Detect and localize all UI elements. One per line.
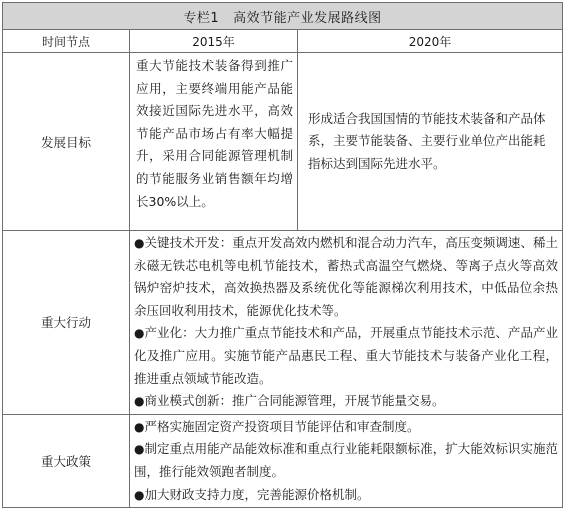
header-2015: 2015年 <box>130 30 298 53</box>
list-item <box>134 322 558 390</box>
row-label-policy: 重大政策 <box>3 414 130 507</box>
row-label-goal: 发展目标 <box>3 53 130 231</box>
row-label-action: 重大行动 <box>3 231 130 415</box>
policy-list <box>130 414 563 507</box>
bullet-icon: ● <box>134 326 145 341</box>
goal-2015-text: 重大节能技术装备得到推广应用，主要终端用能产品能效接近国际先进水平，高效节能产品市场占有率大幅提升，采用合同能源管理机制的节能服务业销售额年均增长30%以上。 <box>130 53 298 231</box>
action-list <box>130 231 563 415</box>
list-item <box>134 416 558 439</box>
list-item <box>134 390 558 413</box>
title-text: 高效节能产业发展路线图 <box>233 10 382 26</box>
action-item-1: 关键技术开发：重点开发高效内燃机和混合动力汽车，高压变频调速、稀土永磁无铁芯电机等电机节能技术，蓄热式高温空气燃烧、等离子点火等高效锅炉窑炉技术，高效换热器及系统优化等能源梯次利用技术，中低品位余热余压回收利用技术，能源优化技术等。 <box>134 235 559 318</box>
action-item-3: 商业模式创新：推广合同能源管理，开展节能量交易。 <box>144 393 445 409</box>
title-number: 专栏1 <box>183 10 220 26</box>
list-item <box>134 438 558 483</box>
policy-item-3: 加大财政支持力度，完善能源价格机制。 <box>144 486 370 502</box>
bullet-icon: ● <box>134 236 145 250</box>
roadmap-table <box>2 2 563 508</box>
header-2020: 2020年 <box>298 30 563 53</box>
table-title <box>3 3 563 30</box>
list-item <box>134 232 558 322</box>
bullet-icon: ● <box>134 419 145 434</box>
bullet-icon: ● <box>134 394 145 409</box>
header-time-node: 时间节点 <box>3 30 130 53</box>
bullet-icon: ● <box>134 442 145 457</box>
policy-item-1: 严格实施固定资产投资项目节能评估和审查制度。 <box>144 418 420 434</box>
policy-item-2: 制定重点用能产品能效标准和重点行业能耗限额标准，扩大能效标识实施范围，推行能效领跑者制度。 <box>134 441 559 479</box>
bullet-icon: ● <box>134 487 145 502</box>
goal-2020-text: 形成适合我国国情的节能技术装备和产品体系，主要节能装备、主要行业单位产出能耗指标达到国际先进水平。 <box>298 53 563 231</box>
list-item <box>134 484 558 507</box>
action-item-2: 产业化：大力推广重点节能技术和产品，开展重点节能技术示范、产品产业化及推广应用。实施节能产品惠民工程、重大节能技术与装备产业化工程，推进重点领域节能改造。 <box>134 325 559 386</box>
